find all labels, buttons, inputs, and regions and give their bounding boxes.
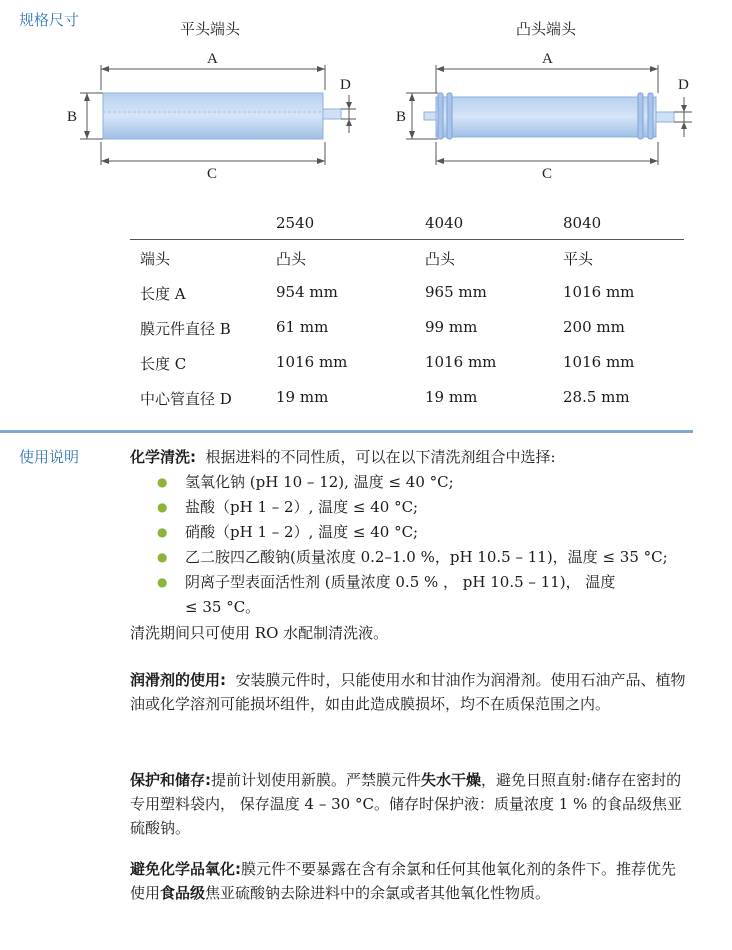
table-row	[0, 248, 732, 272]
dim-label-d: D	[340, 77, 351, 93]
cell: 200 mm	[563, 318, 625, 336]
storage-text-2: ，避免日照直射:储存在密封的专用塑料袋内， 保存温度 4 – 30 °C。储存时保护液：质量浓度 1 % 的食品级焦亚硫酸钠。	[130, 771, 683, 837]
oxidation-text-1: 膜元件不要暴露在含有余氯和任何其他氧化剂的条件下。推荐优先使用	[130, 860, 677, 902]
usage-section-label: 使用说明	[19, 448, 80, 466]
cell: 19 mm	[276, 388, 329, 406]
list-item: ● 阴离子型表面活性剂 (质量浓度 0.5 % ， pH 10.5 – 11)， 温度 ≤ 35 °C。	[130, 570, 690, 620]
flat-end-title: 平头端头	[180, 20, 241, 38]
cell: 1016 mm	[276, 353, 348, 371]
oxidation-title: 避免化学品氧化:	[130, 860, 241, 878]
row-label: 长度 A	[140, 285, 186, 303]
convex-end-title: 凸头端头	[516, 20, 577, 38]
storage-text-1: 提前计划使用新膜。严禁膜元件	[211, 771, 422, 789]
convex-end-diagram	[392, 45, 732, 225]
oxidation-bold: 食品级	[160, 884, 206, 902]
table-row	[0, 353, 732, 377]
table-row	[0, 388, 732, 412]
bullet-icon: ●	[157, 525, 168, 539]
cell: 1016 mm	[563, 283, 635, 301]
cell: 凸头	[276, 250, 307, 268]
table-header-rule	[130, 239, 684, 240]
cell: 954 mm	[276, 283, 338, 301]
cell: 965 mm	[425, 283, 487, 301]
list-item: ● 盐酸（pH 1 – 2）, 温度 ≤ 40 °C;	[130, 495, 690, 520]
list-item: ● 氢氧化钠 (pH 10 – 12), 温度 ≤ 40 °C;	[130, 470, 690, 495]
cell: 凸头	[425, 250, 456, 268]
cell: 1016 mm	[425, 353, 497, 371]
cleaning-title: 化学清洗:	[130, 448, 196, 466]
cell: 61 mm	[276, 318, 329, 336]
cleaning-note: 清洗期间只可使用 RO 水配制清洗液。	[130, 624, 389, 642]
bullet-icon: ●	[157, 475, 168, 489]
row-label: 长度 C	[140, 355, 187, 373]
oxidation-text-2: 焦亚硫酸钠去除进料中的余氯或者其他氧化性物质。	[205, 884, 551, 902]
dim-label-c: C	[207, 166, 218, 182]
cell: 99 mm	[425, 318, 478, 336]
row-label: 膜元件直径 B	[140, 320, 231, 338]
bullet-icon: ●	[157, 575, 168, 589]
cleaning-agent-list	[130, 470, 690, 620]
dim-label-a: A	[207, 51, 218, 67]
flat-end-diagram	[0, 45, 370, 225]
list-item: ● 硝酸（pH 1 – 2）, 温度 ≤ 40 °C;	[130, 520, 690, 545]
section-divider	[0, 430, 693, 433]
cell: 1016 mm	[563, 353, 635, 371]
dim-label-d-2: D	[678, 77, 689, 93]
list-item-continuation: ≤ 35 °C。	[185, 598, 261, 616]
row-label: 端头	[140, 250, 171, 268]
list-item: ● 乙二胺四乙酸钠(质量浓度 0.2–1.0 %，pH 10.5 – 11)，温度 ≤ 35 °C;	[130, 545, 690, 570]
bullet-icon: ●	[157, 550, 168, 564]
col-header-8040: 8040	[563, 214, 602, 232]
col-header-2540: 2540	[276, 214, 315, 232]
dim-label-b-2: B	[396, 109, 407, 125]
dim-label-c-2: C	[542, 166, 553, 182]
oxidation-paragraph	[130, 857, 690, 905]
cleaning-heading	[130, 445, 690, 469]
spec-section-label: 规格尺寸	[19, 11, 80, 29]
storage-title: 保护和储存:	[130, 771, 211, 789]
row-label: 中心管直径 D	[140, 390, 232, 408]
table-row	[0, 283, 732, 307]
dim-label-b: B	[67, 109, 78, 125]
cell: 28.5 mm	[563, 388, 630, 406]
cell: 平头	[563, 250, 594, 268]
col-header-4040: 4040	[425, 214, 464, 232]
storage-paragraph	[130, 768, 690, 840]
storage-bold: 失水干燥	[421, 771, 482, 789]
cell: 19 mm	[425, 388, 478, 406]
bullet-icon: ●	[157, 500, 168, 514]
cleaning-intro: 根据进料的不同性质，可以在以下清洗剂组合中选择:	[205, 448, 556, 466]
lubricant-title: 润滑剂的使用:	[130, 671, 226, 689]
dim-label-a-2: A	[542, 51, 553, 67]
table-row	[0, 318, 732, 342]
lubricant-text: 安装膜元件时，只能使用水和甘油作为润滑剂。使用石油产品、植物油或化学溶剂可能损坏组件，如由此造成膜损坏，均不在质保范围之内。	[130, 671, 686, 713]
lubricant-paragraph	[130, 668, 690, 716]
